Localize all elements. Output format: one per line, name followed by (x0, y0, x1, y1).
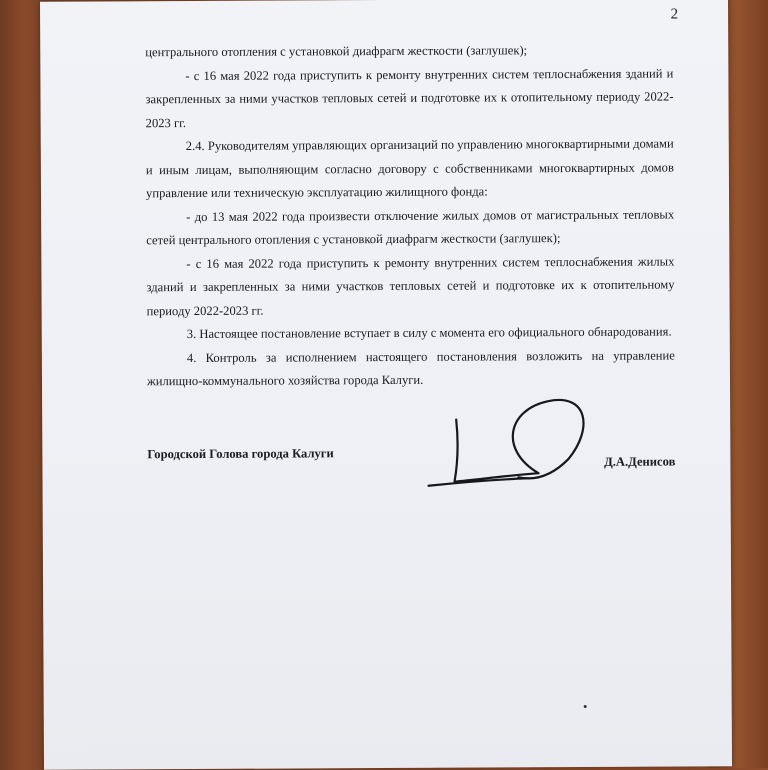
page-number: 2 (670, 6, 679, 23)
paragraph-2-4: 2.4. Руководителям управляющих организаций по управлению многоквартирными домами и иным лицам, выполняющим согласно договору с собственниками многоквартирных домов управление или техническую эксплуатацию жилищного фонда: (145, 136, 674, 201)
ink-speck (584, 705, 587, 708)
document-body (145, 38, 675, 393)
paragraph-continuation: центрального отопления с установкой диафрагм жесткости (заглушек); (145, 43, 528, 60)
paragraph-4: 4. Контроль за исполнением настоящего постановления возложить на управление жилищно-коммунального хозяйства города Калуги. (146, 347, 675, 389)
paragraph-3: 3. Настоящее постановление вступает в силу с момента его официального обнародования. (186, 324, 672, 342)
paragraph-item-repair-residential: - с 16 мая 2022 года приступить к ремонту внутренних систем теплоснабжения жилых зданий и закрепленных за ними участков тепловых сетей и подготовке их к отопительному периоду 2022-2023 гг. (146, 253, 675, 318)
handwritten-signature (418, 389, 639, 500)
signatory-title: Городской Голова города Калуги (147, 446, 334, 462)
signatory-name: Д.А.Денисов (604, 454, 676, 469)
paragraph-item-repair-buildings: - с 16 мая 2022 года приступить к ремонту внутренних систем теплоснабжения зданий и закрепленных за ними участков тепловых сетей и подготовке их к отопительному периоду 2022-2023 гг. (145, 65, 674, 130)
paragraph-item-disconnect: - до 13 мая 2022 года произвести отключение жилых домов от магистральных тепловых сетей центрального отопления с установкой диафрагм жесткости (заглушек); (146, 206, 675, 248)
document-page (40, 0, 732, 770)
